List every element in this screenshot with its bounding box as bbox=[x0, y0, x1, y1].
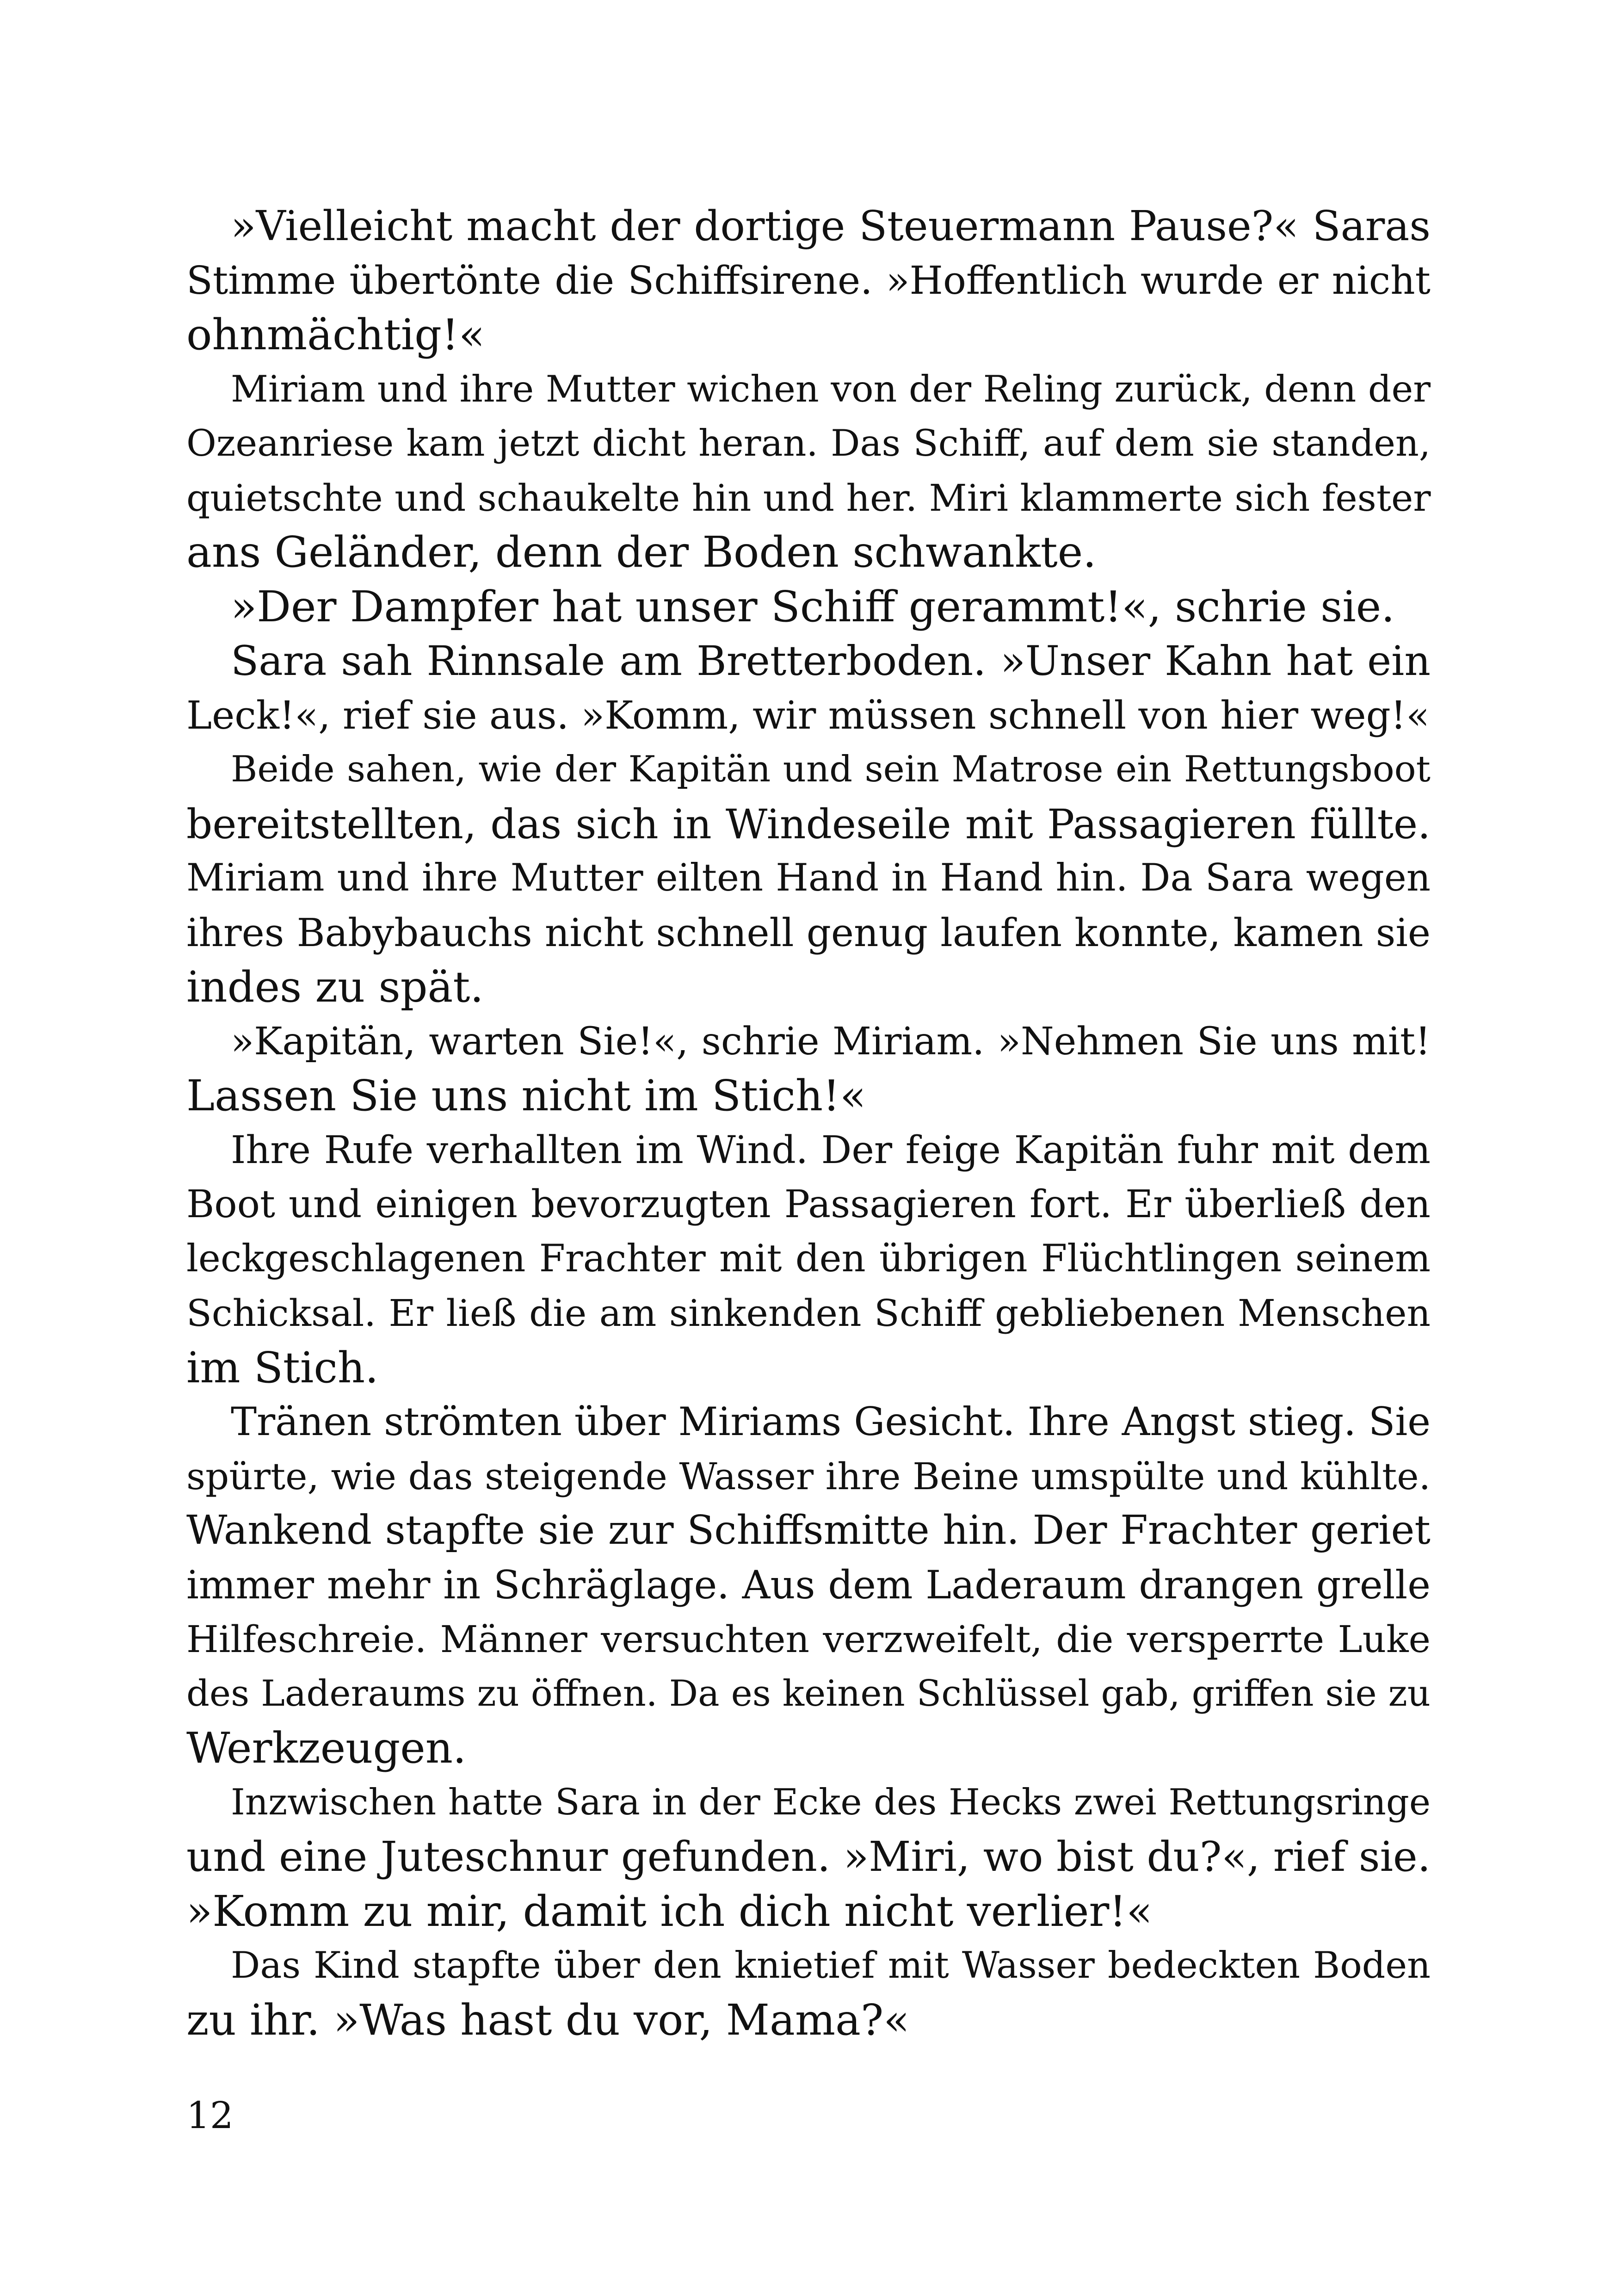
page-number: 12 bbox=[186, 2094, 234, 2137]
text-line: im Stich. bbox=[186, 1343, 379, 1392]
text-line: Lassen Sie uns nicht im Stich!« bbox=[186, 1071, 866, 1120]
text-line: Werkzeugen. bbox=[186, 1723, 467, 1773]
text-line: Beide sahen, wie der Kapitän und sein Matrose ein Rettungsboot bbox=[231, 749, 1431, 790]
text-line: Tränen strömten über Miriams Gesicht. Ihre Angst stieg. Sie bbox=[231, 1399, 1431, 1444]
text-line: Inzwischen hatte Sara in der Ecke des Hecks zwei Rettungsringe bbox=[231, 1781, 1431, 1823]
text-line: »Kapitän, warten Sie!«, schrie Miriam. »Nehmen Sie uns mit! bbox=[231, 1019, 1431, 1064]
text-line: Das Kind stapfte über den knietief mit Wasser bedeckten Boden bbox=[231, 1944, 1431, 1987]
text-line: Miriam und ihre Mutter wichen von der Reling zurück, denn der bbox=[231, 367, 1431, 410]
text-line: Stimme übertönte die Schiffsirene. »Hoffentlich wurde er nicht bbox=[186, 258, 1431, 303]
text-line: quietschte und schaukelte hin und her. Miri klammerte sich fester bbox=[186, 476, 1431, 520]
text-line: ans Geländer, denn der Boden schwankte. bbox=[186, 527, 1097, 577]
text-line: Schicksal. Er ließ die am sinkenden Schiff gebliebenen Menschen bbox=[186, 1292, 1431, 1335]
text-line: Sara sah Rinnsale am Bretterboden. »Unser Kahn hat ein bbox=[231, 637, 1431, 685]
text-line: »Der Dampfer hat unser Schiff gerammt!«, schrie sie. bbox=[231, 582, 1395, 631]
text-line: Ihre Rufe verhallten im Wind. Der feige Kapitän fuhr mit dem bbox=[231, 1128, 1431, 1172]
text-line: des Laderaums zu öffnen. Da es keinen Schlüssel gab, griffen sie zu bbox=[186, 1672, 1431, 1714]
text-line: Ozeanriese kam jetzt dicht heran. Das Schiff, auf dem sie standen, bbox=[186, 422, 1431, 464]
text-line: indes zu spät. bbox=[186, 962, 484, 1012]
text-line: zu ihr. »Was hast du vor, Mama?« bbox=[186, 1995, 910, 2045]
text-line: leckgeschlagenen Frachter mit den übrigen Flüchtlingen seinem bbox=[186, 1237, 1431, 1281]
body-text bbox=[186, 199, 1431, 2047]
text-line: immer mehr in Schräglage. Aus dem Laderaum drangen grelle bbox=[186, 1562, 1431, 1608]
text-line: Hilfeschreie. Männer versuchten verzweifelt, die versperrte Luke bbox=[186, 1618, 1431, 1661]
text-line: spürte, wie das steigende Wasser ihre Beine umspülte und kühlte. bbox=[186, 1454, 1431, 1498]
text-line: bereitstellten, das sich in Windeseile mit Passagieren füllte. bbox=[186, 800, 1431, 848]
text-line: ihres Babybauchs nicht schnell genug laufen konnte, kamen sie bbox=[186, 910, 1431, 955]
text-line: ohnmächtig!« bbox=[186, 310, 485, 359]
text-line: Leck!«, rief sie aus. »Komm, wir müssen schnell von hier weg!« bbox=[186, 693, 1430, 738]
text-line: »Vielleicht macht der dortige Steuermann Pause?« Saras bbox=[231, 202, 1431, 250]
text-line: Boot und einigen bevorzugten Passagieren fort. Er überließ den bbox=[186, 1182, 1431, 1226]
text-line: »Komm zu mir, damit ich dich nicht verlier!« bbox=[186, 1886, 1153, 1936]
text-line: und eine Juteschnur gefunden. »Miri, wo bist du?«, rief sie. bbox=[186, 1832, 1431, 1881]
text-line: Wankend stapfte sie zur Schiffsmitte hin. Der Frachter geriet bbox=[186, 1507, 1431, 1553]
text-line: Miriam und ihre Mutter eilten Hand in Hand hin. Da Sara wegen bbox=[186, 856, 1431, 900]
